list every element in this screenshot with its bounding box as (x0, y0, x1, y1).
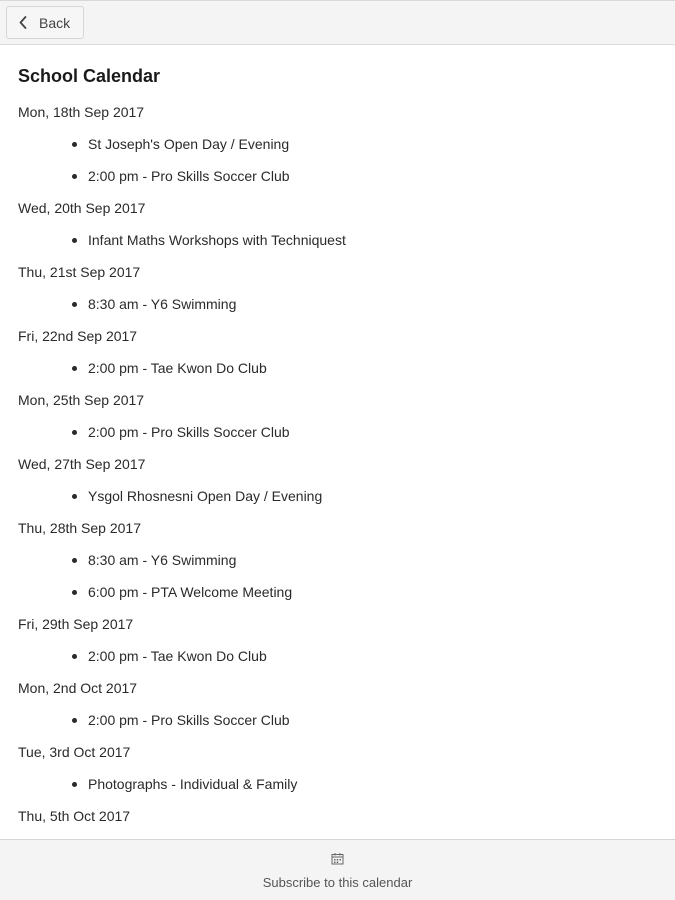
day-heading: Thu, 21st Sep 2017 (18, 264, 141, 280)
bullet-icon (72, 782, 77, 787)
day-heading: Mon, 2nd Oct 2017 (18, 680, 138, 696)
event-item[interactable] (72, 712, 290, 728)
day-heading: Wed, 27th Sep 2017 (18, 456, 146, 472)
day-heading: Mon, 25th Sep 2017 (18, 392, 145, 408)
event-item[interactable] (72, 552, 236, 568)
bullet-icon (72, 302, 77, 307)
back-button[interactable] (6, 6, 84, 39)
page-title: School Calendar (18, 66, 161, 86)
bullet-icon (72, 366, 77, 371)
event-item[interactable] (72, 136, 289, 152)
event-item[interactable] (72, 424, 290, 440)
bullet-icon (72, 654, 77, 659)
calendar-content[interactable] (0, 45, 675, 839)
chevron-left-icon (19, 16, 27, 29)
event-item[interactable] (72, 648, 267, 664)
event-item[interactable] (72, 232, 346, 248)
calendar-icon (331, 853, 344, 865)
event-item[interactable] (72, 296, 236, 312)
day-heading: Fri, 29th Sep 2017 (18, 616, 134, 632)
event-item[interactable] (72, 488, 322, 504)
event-label: 2:00 pm - Pro Skills Soccer Club (88, 424, 290, 440)
day-heading: Mon, 18th Sep 2017 (18, 104, 145, 120)
event-label: Infant Maths Workshops with Techniquest (88, 232, 346, 248)
top-toolbar (0, 0, 675, 45)
day-heading: Tue, 3rd Oct 2017 (18, 744, 131, 760)
event-item[interactable] (72, 168, 290, 184)
day-heading: Fri, 22nd Sep 2017 (18, 328, 138, 344)
event-label: 2:00 pm - Pro Skills Soccer Club (88, 168, 290, 184)
day-heading: Thu, 28th Sep 2017 (18, 520, 141, 536)
event-label: 2:00 pm - Pro Skills Soccer Club (88, 712, 290, 728)
event-label: Ysgol Rhosnesni Open Day / Evening (88, 488, 323, 504)
bullet-icon (72, 558, 77, 563)
bullet-icon (72, 718, 77, 723)
event-item[interactable] (72, 584, 292, 600)
event-label: 2:00 pm - Tae Kwon Do Club (88, 648, 267, 664)
event-label: 8:30 am - Y6 Swimming (88, 296, 237, 312)
event-item[interactable] (72, 360, 267, 376)
event-label: 2:00 pm - Tae Kwon Do Club (88, 360, 267, 376)
bullet-icon (72, 142, 77, 147)
bullet-icon (72, 174, 77, 179)
subscribe-label: Subscribe to this calendar (262, 875, 413, 890)
event-label: 6:00 pm - PTA Welcome Meeting (88, 584, 293, 600)
event-label: St Joseph's Open Day / Evening (88, 136, 290, 152)
day-heading: Wed, 20th Sep 2017 (18, 200, 146, 216)
bullet-icon (72, 430, 77, 435)
event-label: 8:30 am - Y6 Swimming (88, 552, 237, 568)
day-heading: Thu, 5th Oct 2017 (18, 808, 131, 824)
back-label: Back (39, 14, 71, 31)
bullet-icon (72, 494, 77, 499)
bullet-icon (72, 238, 77, 243)
bullet-icon (72, 590, 77, 595)
event-item[interactable] (72, 776, 297, 792)
event-label: Photographs - Individual & Family (88, 776, 298, 792)
subscribe-button[interactable] (0, 839, 675, 900)
